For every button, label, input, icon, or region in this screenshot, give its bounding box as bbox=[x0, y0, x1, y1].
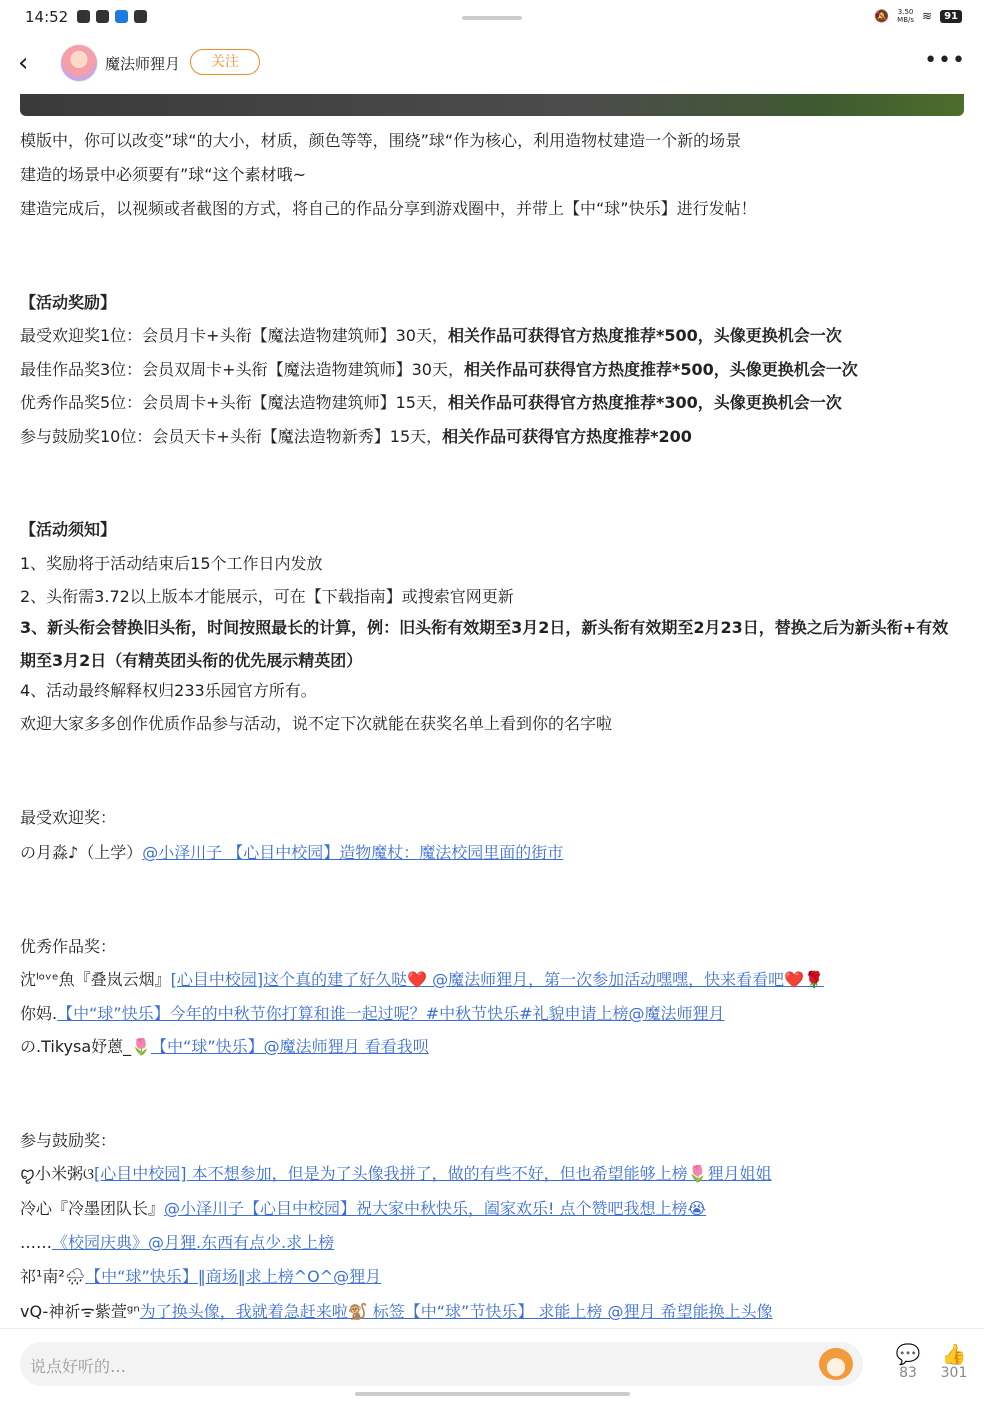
mascot-emoji-icon[interactable] bbox=[819, 1348, 853, 1380]
net-speed-value: 3.50 bbox=[897, 8, 914, 16]
popular-heading: 最受欢迎奖： bbox=[20, 808, 117, 827]
like-count: 301 bbox=[940, 1365, 968, 1381]
excellent-heading: 优秀作品奖： bbox=[20, 937, 117, 956]
winner-post-link[interactable]: @小泽川子 【心目中校园】造物魔杖：魔法校园里面的街市 bbox=[142, 843, 564, 862]
encourage-heading: 参与鼓励奖： bbox=[20, 1131, 117, 1150]
reward-item bbox=[20, 323, 842, 346]
winner-user: …… bbox=[20, 1233, 52, 1252]
comment-input[interactable] bbox=[20, 1342, 863, 1386]
winner-entry bbox=[20, 1230, 334, 1253]
wechat-icon bbox=[96, 10, 109, 23]
more-icon[interactable]: ••• bbox=[924, 48, 966, 73]
winner-post-link[interactable]: @小泽川子【心目中校园】祝大家中秋快乐，阖家欢乐! 点个赞吧我想上榜😭 bbox=[164, 1199, 707, 1218]
follow-button[interactable]: 关注 bbox=[190, 49, 260, 75]
winner-post-link[interactable]: [心目中校园] 本不想参加，但是为了头像我拼了，做的有些不好，但也希望能够上榜🌷狸月姐姐 bbox=[94, 1164, 772, 1183]
thumbs-up-icon: 👍 bbox=[941, 1342, 967, 1366]
net-speed bbox=[897, 8, 914, 24]
reward-text: 最佳作品奖3位：会员双周卡+头衔【魔法造物建筑师】30天， bbox=[20, 360, 464, 379]
back-arrow-icon[interactable]: ‹ bbox=[18, 48, 29, 78]
winner-entry bbox=[20, 1264, 381, 1287]
bottom-action-bar bbox=[0, 1328, 984, 1401]
winner-user: 祁¹南²🌧 bbox=[20, 1267, 86, 1286]
winner-post-link[interactable]: [心目中校园]这个真的建了好久哒❤️ @魔法师狸月，第一次参加活动嘿嘿，快来看看吧❤️🌹 bbox=[170, 970, 824, 989]
intro-line: 建造的场景中必须要有”球“这个素材哦~ bbox=[20, 165, 306, 184]
winner-post-link[interactable]: 《校园庆典》@月狸.东西有点少.求上榜 bbox=[52, 1233, 335, 1252]
reward-text: 优秀作品奖5位：会员周卡+头衔【魔法造物建筑师】15天， bbox=[20, 393, 448, 412]
winner-user: の月淼♪（上学） bbox=[20, 843, 143, 862]
winner-entry bbox=[20, 1034, 429, 1057]
intro-line: 模版中，你可以改变”球“的大小，材质，颜色等等，围绕”球“作为核心，利用造物杖建造一个新的场景 bbox=[20, 131, 742, 150]
reward-item bbox=[20, 390, 842, 413]
winner-entry bbox=[20, 967, 824, 990]
reward-text: 最受欢迎奖1位：会员月卡+头衔【魔法造物建筑师】30天， bbox=[20, 326, 448, 345]
rewards-heading: 【活动奖励】 bbox=[20, 293, 117, 312]
notice-heading: 【活动须知】 bbox=[20, 520, 117, 539]
intro-line: 建造完成后，以视频或者截图的方式，将自己的作品分享到游戏圈中，并带上【中“球”快乐】进行发帖！ bbox=[20, 199, 757, 218]
reward-bold-text: 相关作品可获得官方热度推荐*200 bbox=[442, 427, 692, 446]
winner-post-link[interactable]: 【中“球”快乐】‖商场‖求上榜^O^@狸月 bbox=[85, 1267, 382, 1286]
status-time: 14:52 bbox=[25, 8, 69, 26]
reward-bold-text: 相关作品可获得官方热度推荐*500，头像更换机会一次 bbox=[463, 360, 858, 379]
winner-post-link[interactable]: 为了换头像，我就着急赶来啦🐒 标签【中“球”节快乐】 求能上榜 @狸月 希望能换上头像 bbox=[139, 1302, 773, 1321]
winner-entry bbox=[20, 1299, 773, 1322]
winner-entry bbox=[20, 1001, 725, 1024]
net-speed-unit: MB/s bbox=[897, 16, 915, 24]
notice-closing: 欢迎大家多多创作优质作品参与活动，说不定下次就能在获奖名单上看到你的名字啦 bbox=[20, 714, 613, 733]
reward-bold-text: 相关作品可获得官方热度推荐*500，头像更换机会一次 bbox=[447, 326, 842, 345]
wifi-icon: ≋ bbox=[922, 9, 933, 23]
home-indicator[interactable] bbox=[355, 1392, 630, 1396]
reward-text: 参与鼓励奖10位：会员天卡+头衔【魔法造物新秀】15天， bbox=[20, 427, 443, 446]
pull-handle bbox=[462, 16, 522, 20]
winner-user: 冷心『冷墨团队长』 bbox=[20, 1199, 165, 1218]
winner-post-link[interactable]: 【中“球”快乐】@魔法师狸月 看看我呗 bbox=[151, 1037, 429, 1056]
comment-button[interactable] bbox=[888, 1343, 928, 1381]
reward-item bbox=[20, 357, 858, 380]
winner-post-link[interactable]: 【中“球”快乐】今年的中秋节你打算和谁一起过呢？#中秋节快乐#礼貌申请上榜@魔法师狸月 bbox=[57, 1004, 725, 1023]
post-header bbox=[0, 34, 984, 94]
winner-user: vQ-神祈ᯤ紫萱ᵍⁿ bbox=[20, 1302, 140, 1321]
notice-item: 2、头衔需3.72以上版本才能展示，可在【下载指南】或搜索官网更新 bbox=[20, 587, 514, 606]
winner-user: 你妈. bbox=[20, 1004, 58, 1023]
author-avatar[interactable] bbox=[60, 44, 98, 82]
battery-icon: 91 bbox=[940, 10, 962, 23]
comment-placeholder: 说点好听的… bbox=[30, 1357, 127, 1376]
tiktok-icon bbox=[77, 10, 90, 23]
winner-user: ꨄ小米粥ଓ bbox=[20, 1164, 95, 1183]
message-icon bbox=[134, 10, 147, 23]
status-bar bbox=[0, 0, 984, 34]
reward-bold-text: 相关作品可获得官方热度推荐*300，头像更换机会一次 bbox=[447, 393, 842, 412]
status-right bbox=[874, 8, 962, 24]
winner-user: の.Tikysa妤蒽_🌷 bbox=[20, 1037, 152, 1056]
app-icon bbox=[115, 10, 128, 23]
winner-entry bbox=[20, 1161, 772, 1185]
notification-icons bbox=[77, 10, 147, 23]
winner-user: 沈ˡᵒᵛᵉ魚『叠岚云烟』 bbox=[20, 970, 171, 989]
comment-count: 83 bbox=[899, 1365, 917, 1381]
winner-entry bbox=[20, 1196, 706, 1219]
reward-item bbox=[20, 424, 692, 447]
notice-item: 4、活动最终解释权归233乐园官方所有。 bbox=[20, 681, 317, 700]
post-image-bottom-edge[interactable] bbox=[20, 94, 964, 116]
author-name[interactable]: 魔法师狸月 bbox=[105, 55, 181, 73]
like-button[interactable] bbox=[934, 1343, 974, 1381]
notice-item: 1、奖励将于活动结束后15个工作日内发放 bbox=[20, 554, 323, 573]
notice-item-bold: 3、新头衔会替换旧头衔，时间按照最长的计算，例：旧头衔有效期至3月2日，新头衔有效期至2月23日，替换之后为新头衔+有效期至3月2日（有精英团头衔的优先展示精英团） bbox=[20, 618, 949, 670]
winner-entry bbox=[20, 840, 563, 863]
mute-icon: 🔕 bbox=[874, 9, 890, 23]
comment-icon: 💬 bbox=[895, 1342, 921, 1366]
